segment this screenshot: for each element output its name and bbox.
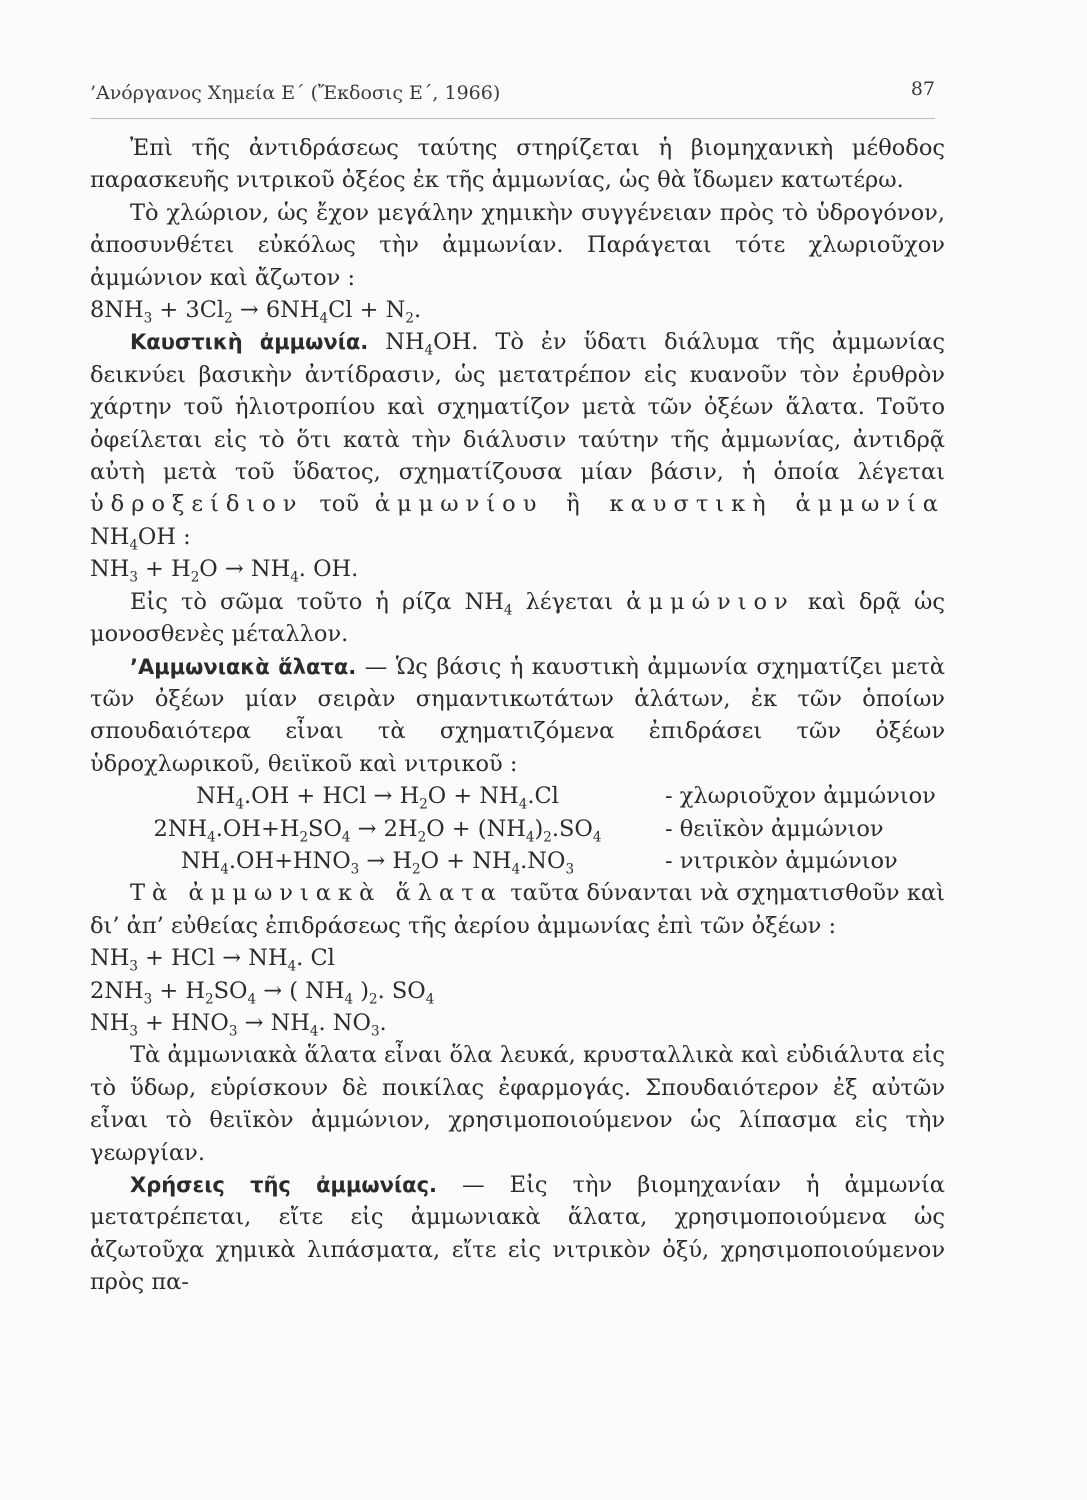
book-title: ’Ανόργανος Χημεία Ε΄ (Ἔκδοσις Ε΄, 1966): [90, 82, 501, 104]
paragraph-uses: Χρήσεις τῆς ἀμμωνίας. — Εἰς τὴν βιομηχανίαν ἡ ἀμμωνία μετατρέπεται, εἴτε εἰς ἀμμωνιακὰ ἅλατα, χρησιμοποιούμενα ὡς ἀζωτοῦχα χημικὰ λιπάσματα, εἴτε εἰς νιτρικὸν ὀξύ, χρησιμοποιούμενον πρὸς πα-: [90, 1172, 945, 1296]
page-body: [90, 132, 945, 1299]
paragraph-caustic-ammonia: Καυστικὴ ἀμμωνία. $NH_4OH$. Τὸ ἐν ὕδατι διάλυμα τῆς ἀμμωνίας δεικνύει βασικὴν ἀντίδρασιν, ὡς μετατρέπον εἰς κυανοῦν τὸν ἐρυθρὸν χάρτην τοῦ ἡλιοτροπίου καὶ σχηματίζον μετὰ τῶν ὀξέων ἅλατα. Τοῦτο ὀφείλεται εἰς τὸ ὅτι κατὰ τὴν διάλυσιν ταύτην τῆς ἀμμωνίας, ἀντιδρᾷ αὐτὴ μετὰ τοῦ ὕδατος, σχηματίζουσα μίαν βάσιν, ἡ ὁποία λέγεται ὑδροξείδιον τοῦ ἀμμωνίου ἢ καυστικὴ ἀμμωνία $NH_4OH$ :: [90, 329, 945, 554]
equation-direct: $NH_3 + HNO_3 \to NH_4$. $NO_3$.: [90, 1009, 387, 1040]
page-number: 87: [910, 78, 935, 100]
running-header: [90, 78, 935, 118]
equation-direct: $NH_3$ + HCl → $NH_4$. Cl: [90, 945, 335, 975]
paragraph-direct-action: Τὰ ἀμμωνιακὰ ἅλατα ταῦτα δύνανται νὰ σχηματισθοῦν καὶ δι’ ἀπ’ εὐθείας ἐπιδράσεως τῆς ἀερίου ἀμμωνίας ἐπὶ τῶν ὀξέων :: [90, 880, 945, 939]
equation-direct: $2NH_3 + H_2SO_4$ → ( $NH_4$ )$_2$. $SO_4$: [90, 977, 435, 1008]
equation-ammonia-water: $NH_3 + H_2O \to NH_4$. OH.: [90, 556, 359, 586]
heading-caustic-ammonia: Καυστικὴ ἀμμωνία.: [130, 330, 369, 355]
reaction-row: $2NH_4.OH+H_2SO_4 \to 2H_2O + (NH_4)_2.SO_4$ - θειϊκὸν ἀμμώνιον: [153, 815, 884, 846]
header-rule: [90, 118, 935, 119]
paragraph-salt-properties: Τὰ ἀμμωνιακὰ ἅλατα εἶναι ὅλα λευκά, κρυσταλλικὰ καὶ εὐδιάλυτα εἰς τὸ ὕδωρ, εὑρίσκουν δὲ ποικίλας ἐφαρμογάς. Σπουδαιότερον ἐξ αὐτῶν εἶναι τὸ θειϊκὸν ἀμμώνιον, χρησιμοποιούμενον ὡς λίπασμα εἰς τὴν γεωργίαν.: [90, 1042, 945, 1166]
equation-ammonia-chlorine: $8NH_3 + 3Cl_2 \to 6NH_4Cl + N_2$.: [90, 297, 422, 327]
paragraph-ammonium-salts: ’Αμμωνιακὰ ἅλατα. — Ὡς βάσις ἡ καυστικὴ ἀμμωνία σχηματίζει μετὰ τῶν ὀξέων μίαν σειρὰν σημαντικωτάτων ἁλάτων, ἐκ τῶν ὁποίων σπουδαιότερα εἶναι τὰ σχηματιζόμενα ἐπιδράσει τῶν ὀξέων ὑδροχλωρικοῦ, θειϊκοῦ καὶ νιτρικοῦ :: [90, 653, 945, 777]
paragraph-chlorine: Τὸ χλώριον, ὡς ἔχον μεγάλην χημικὴν συγγένειαν πρὸς τὸ ὑδρογόνον, ἀποσυνθέτει εὐκόλως τὴν ἀμμωνίαν. Παράγεται τότε χλωριοῦχον ἀμμώνιον καὶ ἄζωτον :: [90, 199, 945, 291]
paragraph-ammonium-radical: Εἰς τὸ σῶμα τοῦτο ἡ ρίζα $NH_4$ λέγεται ἀμμώνιον καὶ δρᾷ ὡς μονοσθενὲς μέταλλον.: [90, 588, 946, 648]
heading-ammonium-salts: ’Αμμωνιακὰ ἅλατα.: [130, 654, 357, 679]
heading-uses: Χρήσεις τῆς ἀμμωνίας.: [130, 1173, 438, 1197]
reaction-row: $NH_4.OH$ + HCl → $H_2O + NH_4.Cl$ - χλωριοῦχον ἀμμώνιον: [196, 783, 936, 813]
reaction-row: $NH_4.OH+HNO_3 \to H_2O + NH_4.NO_3$ - νιτρικὸν ἀμμώνιον: [180, 847, 898, 878]
paragraph-nitric-method: Ἐπὶ τῆς ἀντιδράσεως ταύτης στηρίζεται ἡ βιομηχανικὴ μέθοδος παρασκευῆς νιτρικοῦ ὀξέος ἐκ τῆς ἀμμωνίας, ὡς θὰ ἴδωμεν κατωτέρω.: [90, 135, 945, 194]
reaction-list: [90, 780, 945, 877]
